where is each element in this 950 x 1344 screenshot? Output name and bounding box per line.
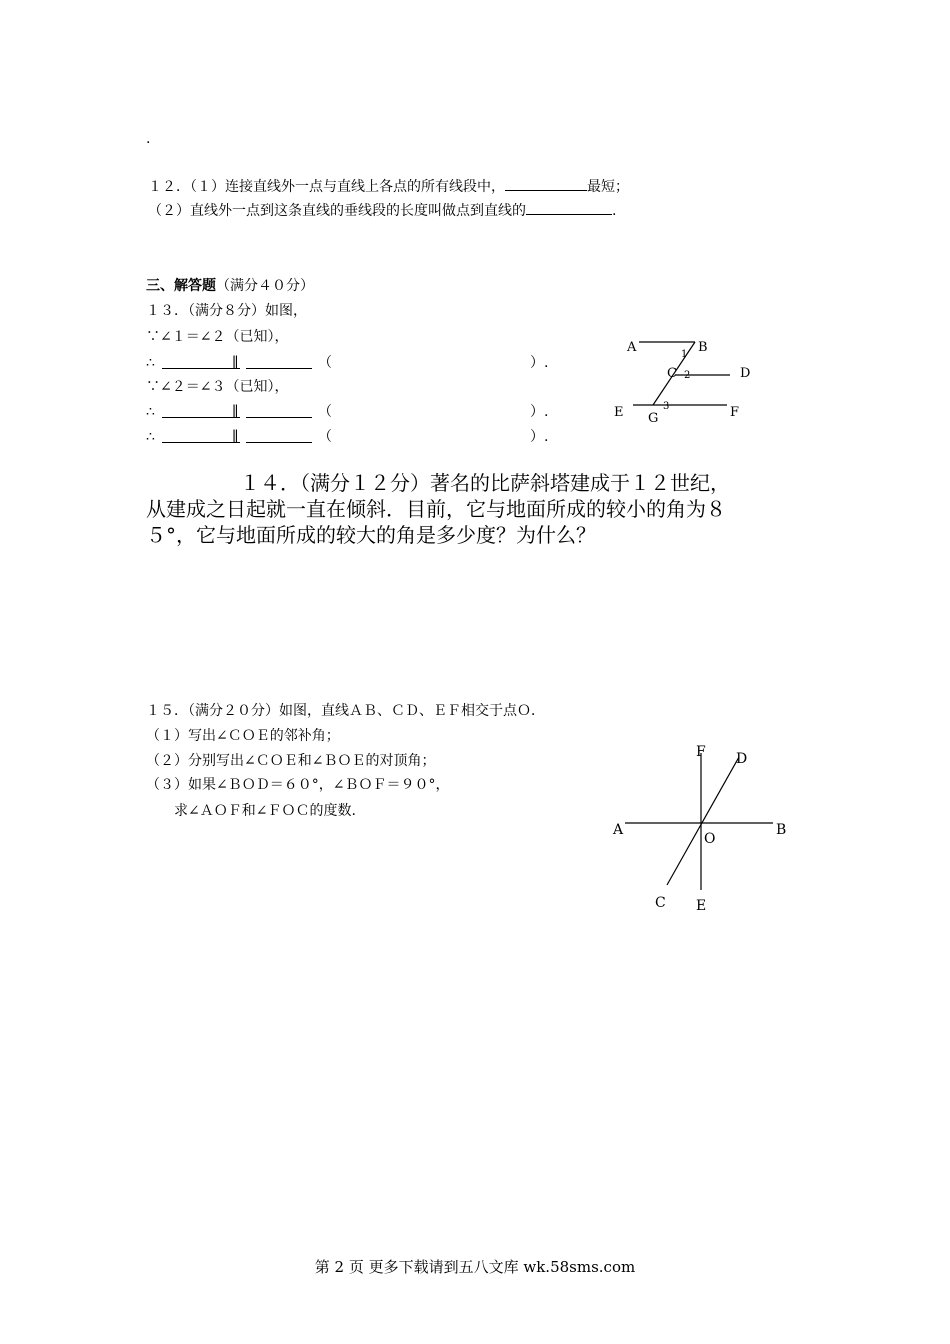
label-b: B <box>776 822 787 838</box>
q12-blank-1 <box>505 176 587 191</box>
q15-part-2: （２）分别写出∠ＣＯＥ和∠ＢＯＥ的对顶角； <box>146 753 436 769</box>
close-paren: ）. <box>530 404 549 420</box>
label-a: A <box>613 822 624 838</box>
label-e: E <box>696 898 707 914</box>
section3-title: 三、解答题 <box>146 278 216 294</box>
q15-header: １５．（满分２０分）如图，直线ＡＢ、ＣＤ、ＥＦ相交于点Ｏ． <box>146 703 545 719</box>
therefore-mark: ∴ <box>146 355 155 371</box>
therefore-mark: ∴ <box>146 429 155 445</box>
q13-blank <box>162 403 240 418</box>
therefore-mark: ∴ <box>146 404 155 420</box>
q12-line1-end: 最短； <box>587 179 629 195</box>
open-paren: （ <box>318 355 332 371</box>
q15-part-4: 求∠ＡＯＦ和∠ＦＯＣ的度数. <box>174 803 356 819</box>
q12-blank-2 <box>526 200 612 215</box>
label-g: G <box>648 411 659 426</box>
q13-blank <box>246 354 312 369</box>
label-a: A <box>627 340 637 355</box>
label-c: C <box>667 366 677 381</box>
angle-3-label: 3 <box>663 401 670 412</box>
q12-line2 <box>148 200 616 222</box>
label-e: E <box>614 405 624 420</box>
q13-row-1: ∵∠１＝∠２（已知）， <box>146 329 289 345</box>
q12-line2-end: . <box>612 203 617 219</box>
open-paren: （ <box>318 404 332 420</box>
q13-blank <box>162 428 240 443</box>
section3-score: （满分４０分） <box>216 278 314 294</box>
q13-row-5 <box>146 426 566 448</box>
open-paren: （ <box>318 429 332 445</box>
close-paren: ）. <box>530 355 549 371</box>
parallel-sign: ∥ <box>232 404 239 420</box>
q13-blank <box>246 403 312 418</box>
q14-line1: １４．（满分１２分）著名的比萨斜塔建成于１２世纪， <box>240 471 730 495</box>
parallel-sign: ∥ <box>232 355 239 371</box>
label-d: D <box>736 751 748 767</box>
label-f: F <box>696 744 706 760</box>
q14-line2: 从建成之日起就一直在倾斜．目前，它与地面所成的较小的角为８ <box>146 497 726 521</box>
q13-blank <box>246 428 312 443</box>
q13-row-3: ∵∠２＝∠３（已知）， <box>146 379 289 395</box>
q13-row-2 <box>146 352 566 374</box>
q12-line1 <box>148 176 629 198</box>
q13-blank <box>162 354 240 369</box>
label-c: C <box>655 895 666 911</box>
q15-figure <box>605 735 795 920</box>
line-cd <box>667 757 739 885</box>
q13-row-4 <box>146 401 566 423</box>
q13-header: １３．（满分８分）如图， <box>146 303 307 319</box>
close-paren: ）. <box>530 429 549 445</box>
q12-line1-text: １２．（１）连接直线外一点与直线上各点的所有线段中， <box>148 179 505 195</box>
angle-1-label: 1 <box>681 349 688 360</box>
q14-line3: ５°，它与地面所成的较大的角是多少度？为什么？ <box>146 523 596 547</box>
parallel-sign: ∥ <box>232 429 239 445</box>
q15-part-3: （３）如果∠ＢＯＤ＝６０°，∠ＢＯＦ＝９０°， <box>146 777 450 793</box>
q15-part-1: （１）写出∠ＣＯＥ的邻补角； <box>146 728 340 744</box>
label-o: O <box>704 831 716 847</box>
q12-line2-text: （２）直线外一点到这条直线的垂线段的长度叫做点到直线的 <box>148 203 526 219</box>
page-footer: 第 2 页 更多下载请到五八文库 wk.58sms.com <box>314 1258 636 1276</box>
section3-heading <box>146 275 314 297</box>
top-dot: . <box>146 131 151 147</box>
angle-2-label: 2 <box>684 370 691 381</box>
label-d: D <box>740 366 751 381</box>
label-b: B <box>698 340 708 355</box>
q13-figure <box>605 330 765 430</box>
label-f: F <box>730 405 740 420</box>
